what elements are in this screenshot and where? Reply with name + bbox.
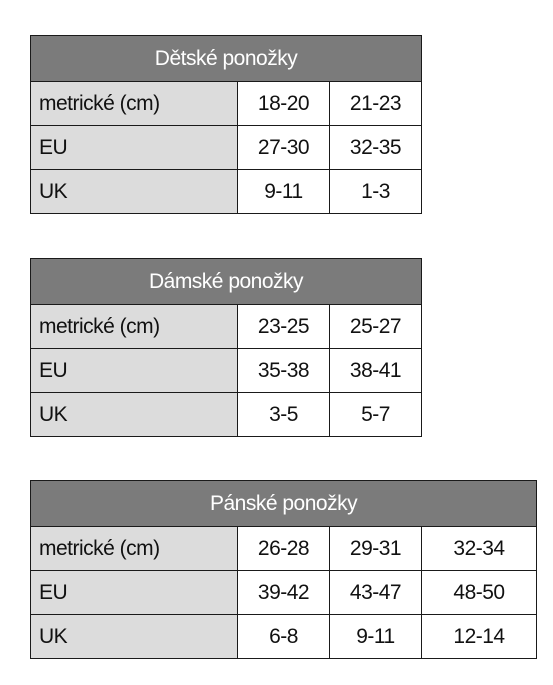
table-row — [31, 349, 422, 393]
table-row — [31, 615, 537, 659]
row-label: metrické (cm) — [31, 305, 238, 349]
size-cell: 32-35 — [330, 126, 422, 170]
size-cell: 43-47 — [330, 571, 422, 615]
size-cell: 21-23 — [330, 82, 422, 126]
size-cell: 18-20 — [238, 82, 330, 126]
women-socks-size-table — [30, 258, 422, 437]
row-label: UK — [31, 393, 238, 437]
size-cell: 27-30 — [238, 126, 330, 170]
size-cell: 12-14 — [422, 615, 537, 659]
size-cell: 1-3 — [330, 170, 422, 214]
table-title: Dětské ponožky — [31, 36, 422, 82]
size-cell: 5-7 — [330, 393, 422, 437]
table-title: Pánské ponožky — [31, 481, 537, 527]
size-cell: 6-8 — [238, 615, 330, 659]
table-row — [31, 170, 422, 214]
size-cell: 23-25 — [238, 305, 330, 349]
children-socks-size-table — [30, 35, 422, 214]
size-cell: 26-28 — [238, 527, 330, 571]
table-row — [31, 126, 422, 170]
row-label: UK — [31, 170, 238, 214]
size-cell: 29-31 — [330, 527, 422, 571]
size-cell: 9-11 — [238, 170, 330, 214]
size-cell: 39-42 — [238, 571, 330, 615]
row-label: EU — [31, 349, 238, 393]
size-cell: 48-50 — [422, 571, 537, 615]
row-label: metrické (cm) — [31, 527, 238, 571]
table-row — [31, 305, 422, 349]
table-title: Dámské ponožky — [31, 259, 422, 305]
size-cell: 35-38 — [238, 349, 330, 393]
row-label: EU — [31, 571, 238, 615]
table-row — [31, 571, 537, 615]
size-cell: 38-41 — [330, 349, 422, 393]
row-label: EU — [31, 126, 238, 170]
size-cell: 25-27 — [330, 305, 422, 349]
table-row — [31, 82, 422, 126]
table-row — [31, 393, 422, 437]
size-cell: 32-34 — [422, 527, 537, 571]
row-label: UK — [31, 615, 238, 659]
size-cell: 9-11 — [330, 615, 422, 659]
size-cell: 3-5 — [238, 393, 330, 437]
table-row — [31, 527, 537, 571]
row-label: metrické (cm) — [31, 82, 238, 126]
men-socks-size-table — [30, 480, 537, 659]
